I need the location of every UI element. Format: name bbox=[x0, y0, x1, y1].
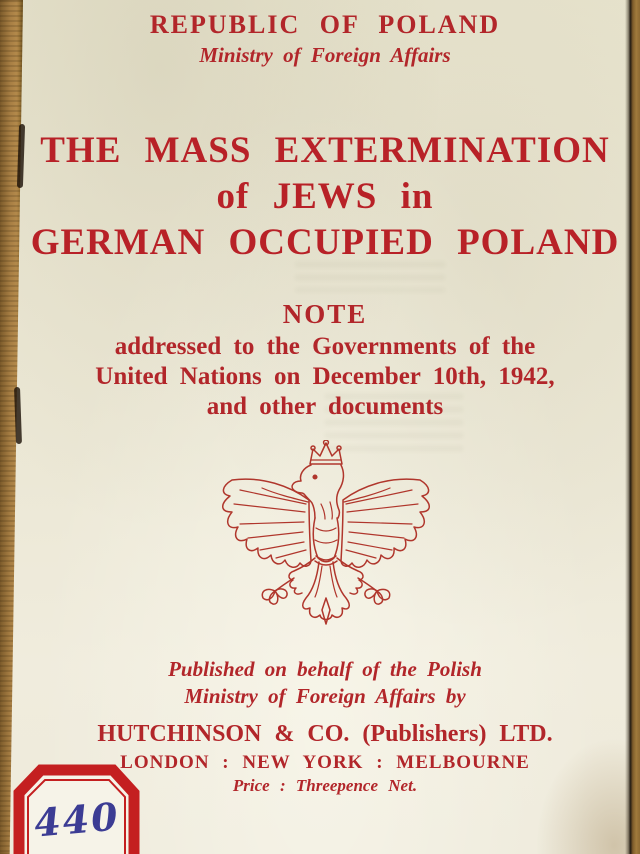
polish-eagle-emblem bbox=[218, 440, 434, 626]
title-line-1: THE MASS EXTERMINATION bbox=[40, 130, 610, 171]
publisher-name: HUTCHINSON & CO. (Publishers) LTD. bbox=[97, 721, 553, 747]
header-ministry: Ministry of Foreign Affairs bbox=[199, 43, 451, 67]
publisher-cities: LONDON : NEW YORK : MELBOURNE bbox=[120, 752, 530, 773]
note-heading: NOTE bbox=[282, 299, 368, 329]
page-block-edge bbox=[625, 0, 640, 854]
title-line-2: of JEWS in bbox=[216, 176, 434, 217]
shelf-label bbox=[13, 761, 141, 854]
price-line: Price : Threepence Net. bbox=[232, 776, 418, 795]
shelf-label-number: 440 bbox=[32, 793, 122, 846]
header-country: REPUBLIC OF POLAND bbox=[149, 10, 501, 39]
show-through-smudge bbox=[295, 262, 445, 292]
published-on-behalf bbox=[26, 656, 624, 710]
stitch-mark bbox=[14, 387, 22, 444]
main-title bbox=[26, 128, 624, 266]
title-line-3: GERMAN OCCUPIED POLAND bbox=[30, 222, 620, 263]
published-line-1: Published on behalf of the Polish bbox=[168, 657, 482, 681]
published-line-2: Ministry of Foreign Affairs by bbox=[184, 684, 466, 708]
note-line-1: addressed to the Governments of the bbox=[114, 333, 536, 360]
note-subtitle bbox=[26, 332, 624, 422]
stitch-mark bbox=[17, 124, 25, 188]
note-line-3: and other documents bbox=[206, 393, 444, 420]
note-line-2: United Nations on December 10th, 1942, bbox=[95, 363, 555, 390]
